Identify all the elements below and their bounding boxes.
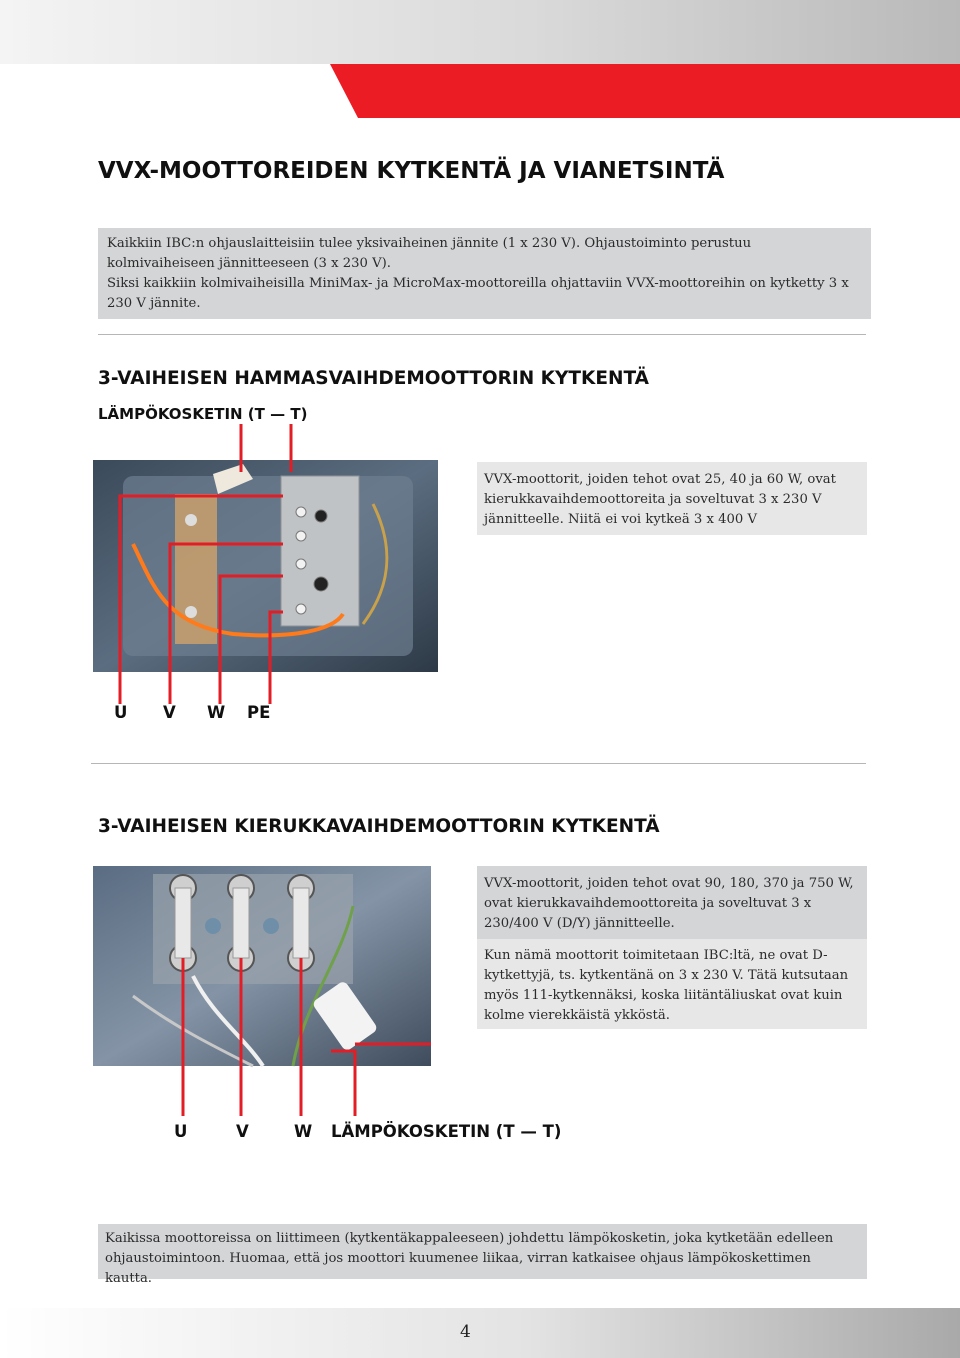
label-V: V [163,703,176,722]
label-U: U [174,1122,188,1141]
section2-note1-box [477,866,867,939]
section1-note-box [477,462,867,535]
header-red-band [0,64,960,118]
intro-paragraph-2: Siksi kaikkiin kolmivaiheisilla MiniMax- ja MicroMax-moottoreilla ohjattaviin VVX-moottoreihin on kytketty 3 x 230 V jännite. [107,276,849,311]
section2-note2: Kun nämä moottorit toimitetaan IBC:ltä, ne ovat D-kytkettyjä, ts. kytkentänä on 3 x 230 V. Tätä kutsutaan myös 111-kytkennäksi, koska liitäntäliuskat ovat kuin kolme vierekkäistä ykköstä. [484,948,849,1023]
label-PE: PE [247,703,271,722]
footer-note-box [98,1224,867,1286]
section2-heading: 3-VAIHEISEN KIERUKKAVAIHDEMOOTTORIN KYTKENTÄ [98,816,660,837]
page-title: VVX-MOOTTOREIDEN KYTKENTÄ JA VIANETSINTÄ [98,158,725,184]
section1-heading: 3-VAIHEISEN HAMMASVAIHDEMOOTTORIN KYTKENTÄ [98,368,649,389]
section2-note2-box [477,939,867,1029]
label-W: W [207,703,226,722]
gear-motor-terminal-photo [93,424,438,704]
intro-box [98,228,871,319]
label-U: U [114,703,128,722]
footer-note: Kaikissa moottoreissa on liittimeen (kytkentäkappaleeseen) johdettu lämpökosketin, joka kytketään edelleen ohjaustoimintoon. Huomaa, että jos moottori kuumenee liikaa, virran katkaisee ohjaus lämpökoskettimen kautta. [105,1231,834,1286]
divider [98,334,866,335]
intro-paragraph-1: Kaikkiin IBC:n ohjauslaitteisiin tulee yksivaiheinen jännite (1 x 230 V). Ohjaustoiminto perustuu kolmivaiheiseen jännitteeseen (3 x 230 V). [107,236,752,271]
label-W: W [294,1122,313,1141]
section1-note: VVX-moottorit, joiden tehot ovat 25, 40 ja 60 W, ovat kierukkavaihdemoottoreita ja soveltuvat 3 x 230 V jännitteelle. Niitä ei voi kytkeä 3 x 400 V [484,472,836,527]
worm-motor-terminal-photo [93,866,433,1116]
footer-gradient-bar [0,1308,960,1358]
section1-sublabel: LÄMPÖKOSKETIN (T — T) [98,405,308,423]
section2-note1: VVX-moottorit, joiden tehot ovat 90, 180, 370 ja 750 W, ovat kierukkavaihdemoottoreita ja soveltuvat 3 x 230/400 V (D/Y) jännitteelle. [484,876,854,931]
label-thermal-contact: LÄMPÖKOSKETIN (T — T) [331,1122,562,1141]
divider [91,763,866,764]
page-number: 4 [460,1322,471,1342]
label-V: V [236,1122,249,1141]
header-gradient-bar [0,0,960,64]
